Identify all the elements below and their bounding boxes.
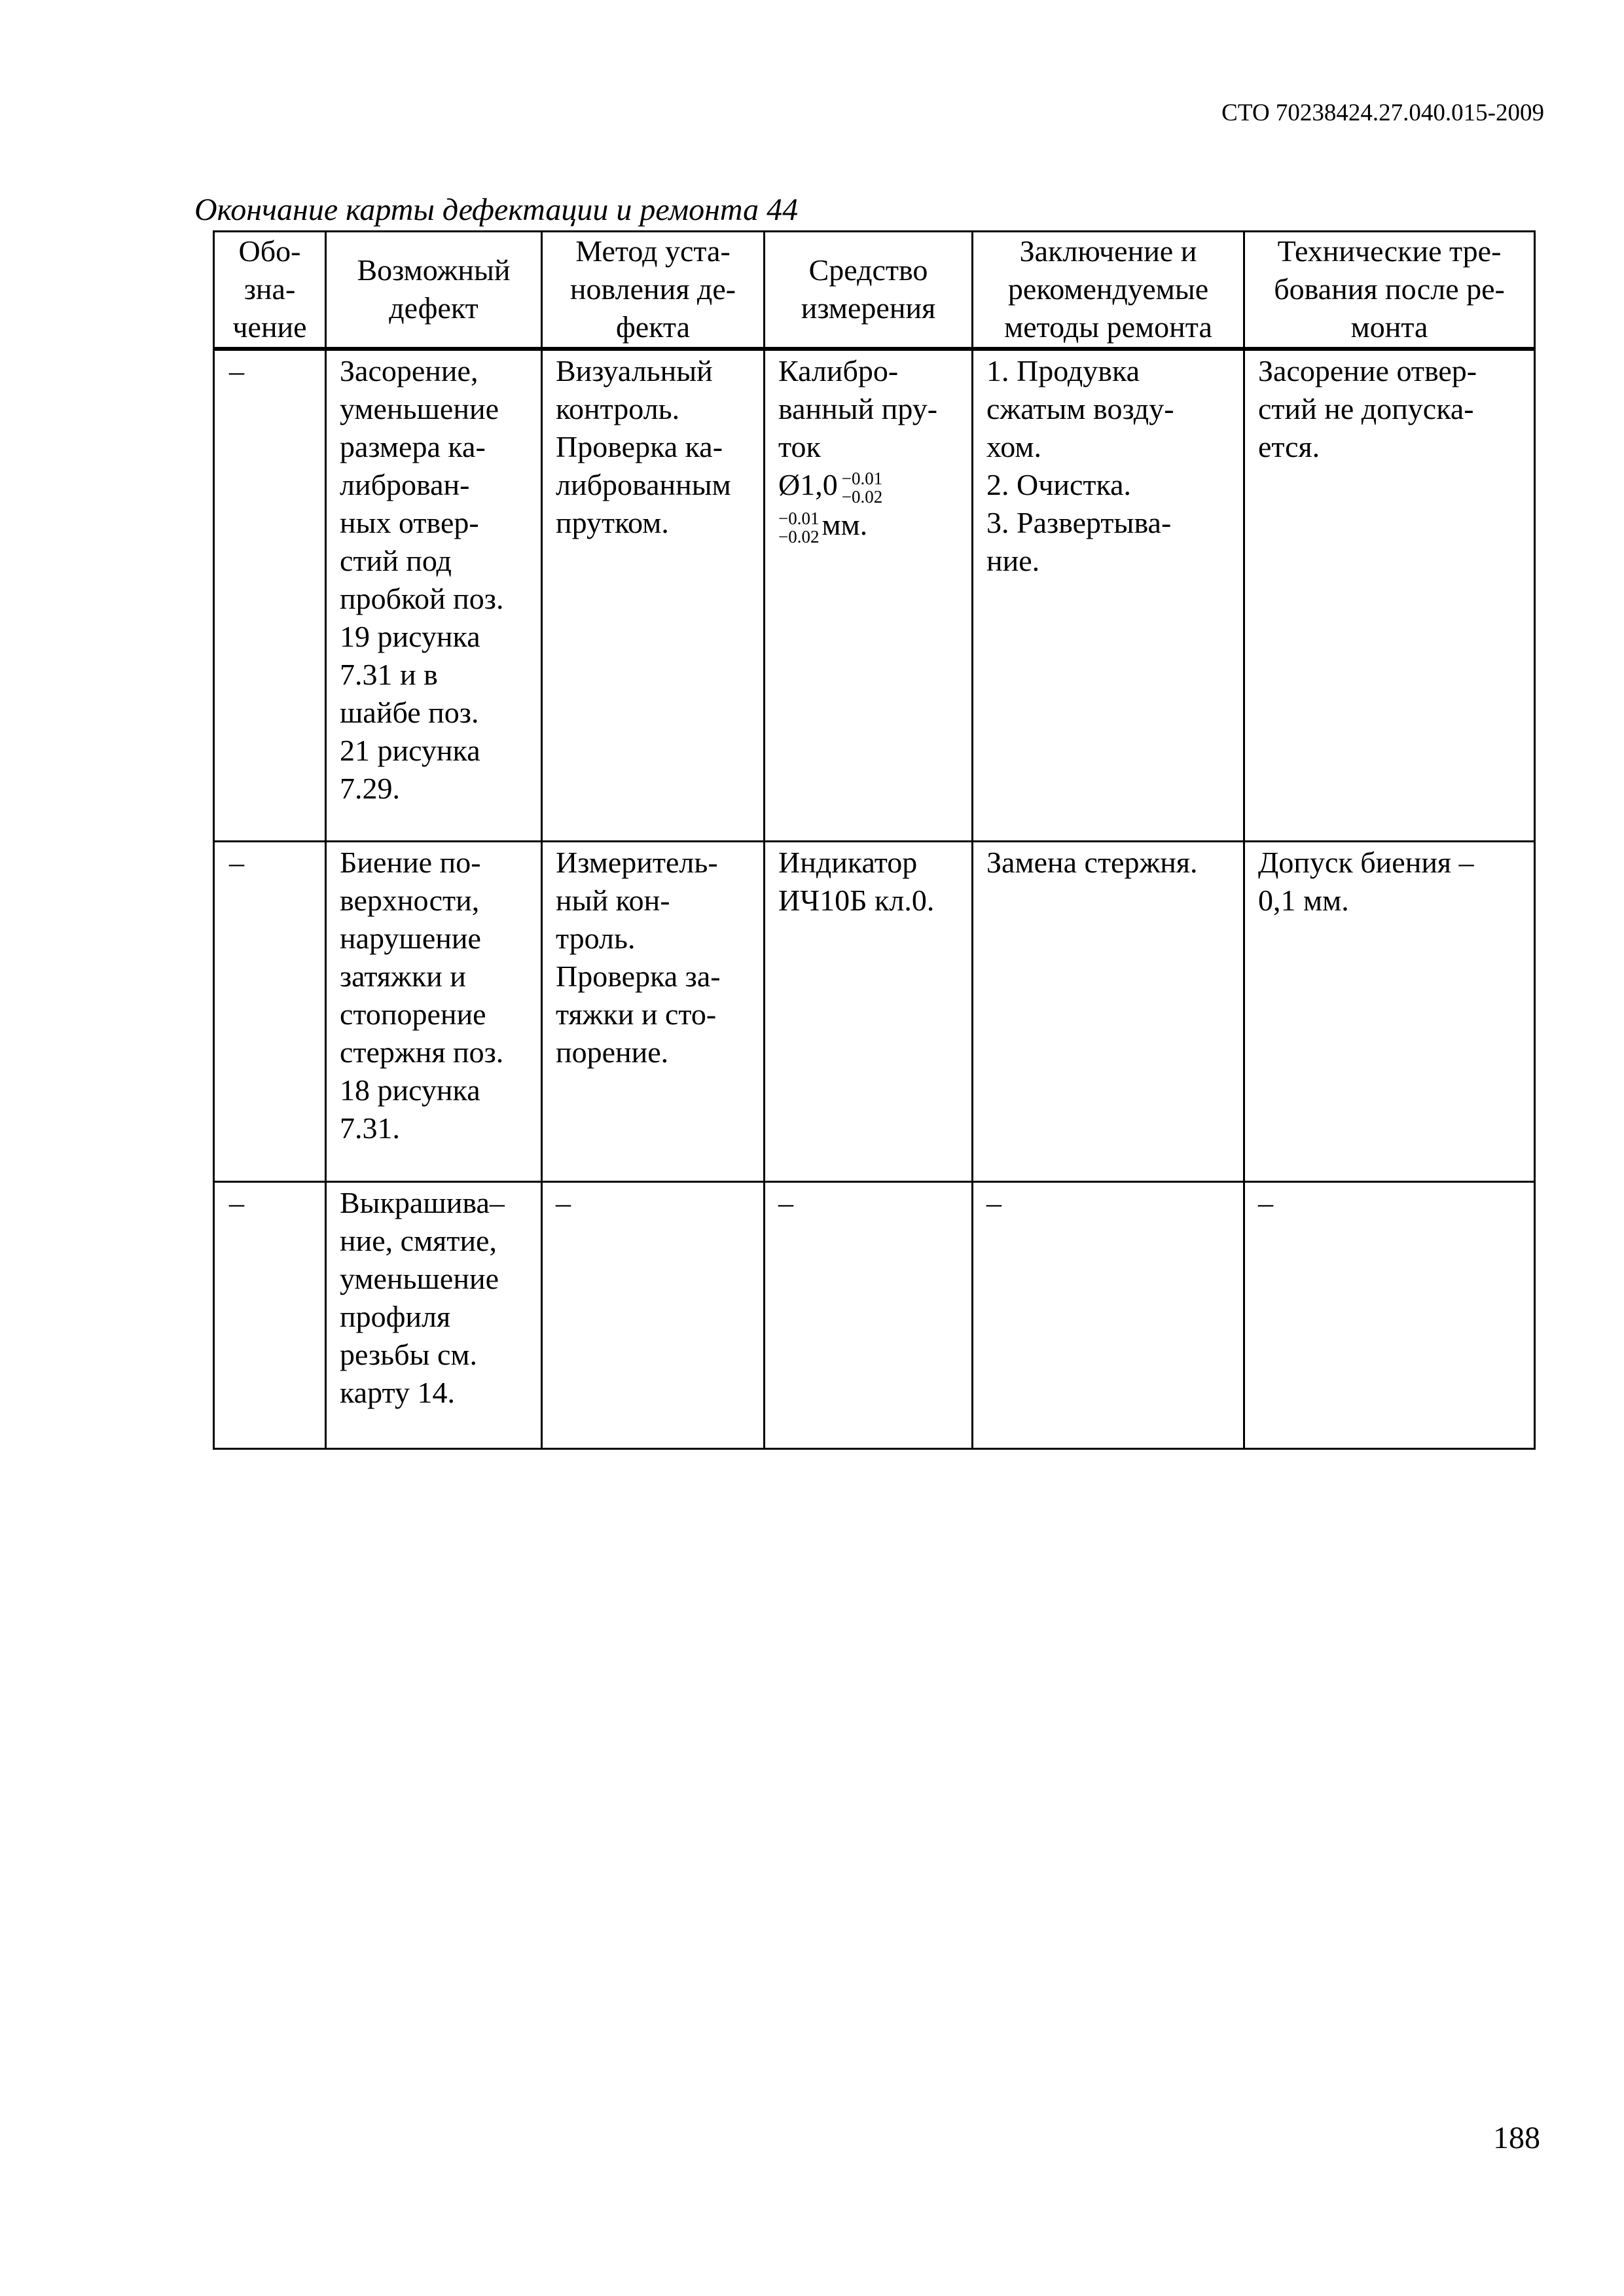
cell-instrument: Индикатор ИЧ10Б кл.0.	[765, 842, 973, 1182]
instrument-unit: мм.	[821, 507, 868, 541]
column-header-method: Метод уста- новления де- фекта	[542, 232, 765, 349]
tolerance-lower: −0.02	[841, 486, 883, 507]
document-code: СТО 70238424.27.040.015-2009	[1221, 99, 1544, 126]
table-row	[214, 1182, 1535, 1449]
cell-requirements: Засорение отвер- стий не допуска- ется.	[1244, 349, 1535, 842]
tolerance-stack-repeat	[778, 509, 819, 546]
cell-designation: –	[214, 1182, 326, 1449]
defect-repair-table	[213, 230, 1536, 1450]
tolerance-lower-repeat: −0.02	[778, 527, 820, 547]
cell-instrument	[765, 349, 973, 842]
cell-repair: 1. Продувка сжатым возду- хом. 2. Очистка. 3. Развертыва- ние.	[973, 349, 1244, 842]
column-header-requirements: Технические тре- бования после ре- монта	[1244, 232, 1535, 349]
cell-designation: –	[214, 349, 326, 842]
cell-method: Измеритель- ный кон- троль. Проверка за- тяжки и сто- порение.	[542, 842, 765, 1182]
instrument-size-line	[778, 466, 966, 506]
table-caption: Окончание карты дефектации и ремонта 44	[194, 192, 799, 227]
table-row	[214, 842, 1535, 1182]
instrument-text: Калибро- ванный пру- ток	[778, 353, 938, 463]
cell-method: Визуальный контроль. Проверка ка- либрованным прутком.	[542, 349, 765, 842]
instrument-unit-line	[778, 506, 966, 546]
page-number: 188	[1493, 2121, 1540, 2155]
tolerance-upper: −0.01	[841, 468, 883, 488]
cell-defect: Биение по- верхности, нарушение затяжки и стопорение стержня поз. 18 рисунка 7.31.	[326, 842, 542, 1182]
cell-requirements: Допуск биения – 0,1 мм.	[1244, 842, 1535, 1182]
column-header-instrument: Средство измерения	[765, 232, 973, 349]
cell-instrument: –	[765, 1182, 973, 1449]
tolerance-upper-repeat: −0.01	[778, 509, 820, 529]
cell-designation: –	[214, 842, 326, 1182]
cell-repair: –	[973, 1182, 1244, 1449]
table-row	[214, 349, 1535, 842]
table-header-row	[214, 232, 1535, 349]
cell-defect: Засорение, уменьшение размера ка- либрован- ных отвер- стий под пробкой поз. 19 рисунка 7.31 и в шайбе поз. 21 рисунка 7.29.	[326, 349, 542, 842]
instrument-size: Ø1,0	[778, 467, 838, 501]
tolerance-stack	[842, 469, 882, 506]
column-header-designation: Обо- зна- чение	[214, 232, 326, 349]
cell-requirements: –	[1244, 1182, 1535, 1449]
cell-defect: Выкрашива– ние, смятие, уменьшение профиля резьбы см. карту 14.	[326, 1182, 542, 1449]
column-header-defect: Возможный дефект	[326, 232, 542, 349]
column-header-repair: Заключение и рекомендуемые методы ремонта	[973, 232, 1244, 349]
cell-method: –	[542, 1182, 765, 1449]
cell-repair: Замена стержня.	[973, 842, 1244, 1182]
